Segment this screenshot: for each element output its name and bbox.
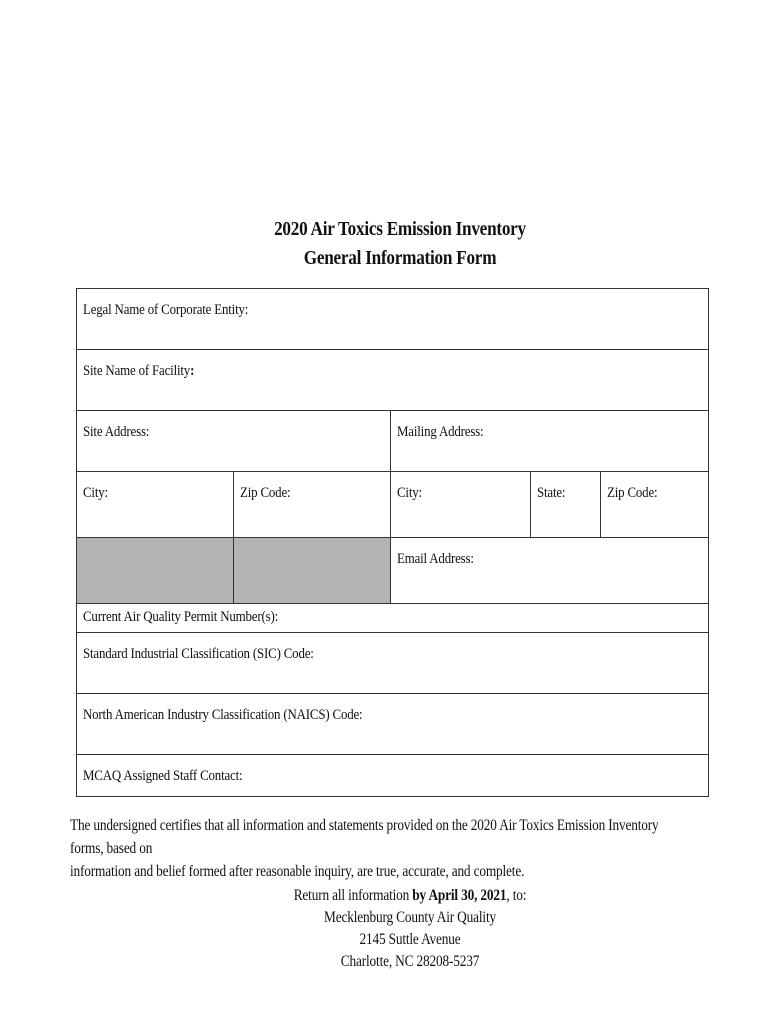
mailing-city-field[interactable] <box>391 472 531 538</box>
certification-line1: The undersigned certifies that all information and statements provided on the 2020 Air Toxics Emission Inventory forms, based on <box>70 817 659 857</box>
general-information-form <box>76 288 709 797</box>
return-information <box>57 885 762 973</box>
sic-code-field[interactable] <box>77 633 709 694</box>
site-address-field[interactable] <box>77 411 391 472</box>
certification-statement <box>70 814 689 883</box>
site-address-label: Site Address: <box>83 424 150 440</box>
site-name-label-text: Site Name of Facility <box>83 363 191 379</box>
return-street: 2145 Suttle Avenue <box>359 931 461 948</box>
site-name-label <box>83 350 194 380</box>
naics-code-label: North American Industry Classification (NAICS) Code: <box>83 707 363 723</box>
mailing-state-label: State: <box>537 485 566 501</box>
return-city-state-zip: Charlotte, NC 28208-5237 <box>340 953 480 970</box>
site-name-field[interactable] <box>77 350 709 411</box>
site-city-field[interactable] <box>77 472 234 538</box>
shaded-cell-1 <box>77 538 234 604</box>
email-address-field[interactable] <box>391 538 709 604</box>
permit-number-label: Current Air Quality Permit Number(s): <box>83 609 278 625</box>
staff-contact-field[interactable] <box>77 755 709 797</box>
shaded-cell-2 <box>234 538 391 604</box>
mailing-state-field[interactable] <box>531 472 601 538</box>
certification-line2: information and belief formed after reasonable inquiry, are true, accurate, and complete. <box>70 863 525 880</box>
staff-contact-label: MCAQ Assigned Staff Contact: <box>83 768 243 784</box>
site-city-label: City: <box>83 485 108 501</box>
return-instruction <box>57 885 762 907</box>
sic-code-label: Standard Industrial Classification (SIC) Code: <box>83 646 314 662</box>
legal-name-field[interactable] <box>77 289 709 350</box>
return-suffix: , to: <box>506 887 527 904</box>
return-prefix: Return all information <box>293 887 413 904</box>
naics-code-field[interactable] <box>77 694 709 755</box>
mailing-zip-label: Zip Code: <box>607 485 658 501</box>
legal-name-label: Legal Name of Corporate Entity: <box>83 302 249 318</box>
site-zip-field[interactable] <box>234 472 391 538</box>
return-organization: Mecklenburg County Air Quality <box>324 909 496 926</box>
mailing-zip-field[interactable] <box>601 472 709 538</box>
site-name-colon: : <box>190 363 195 379</box>
form-title-line1: 2020 Air Toxics Emission Inventory <box>274 218 526 240</box>
permit-number-field[interactable] <box>77 604 709 633</box>
form-title-line2: General Information Form <box>303 247 497 269</box>
site-zip-label: Zip Code: <box>240 485 291 501</box>
mailing-address-label: Mailing Address: <box>397 424 484 440</box>
email-address-label: Email Address: <box>397 551 474 567</box>
mailing-address-field[interactable] <box>391 411 709 472</box>
mailing-city-label: City: <box>397 485 422 501</box>
return-deadline: by April 30, 2021 <box>412 887 507 904</box>
